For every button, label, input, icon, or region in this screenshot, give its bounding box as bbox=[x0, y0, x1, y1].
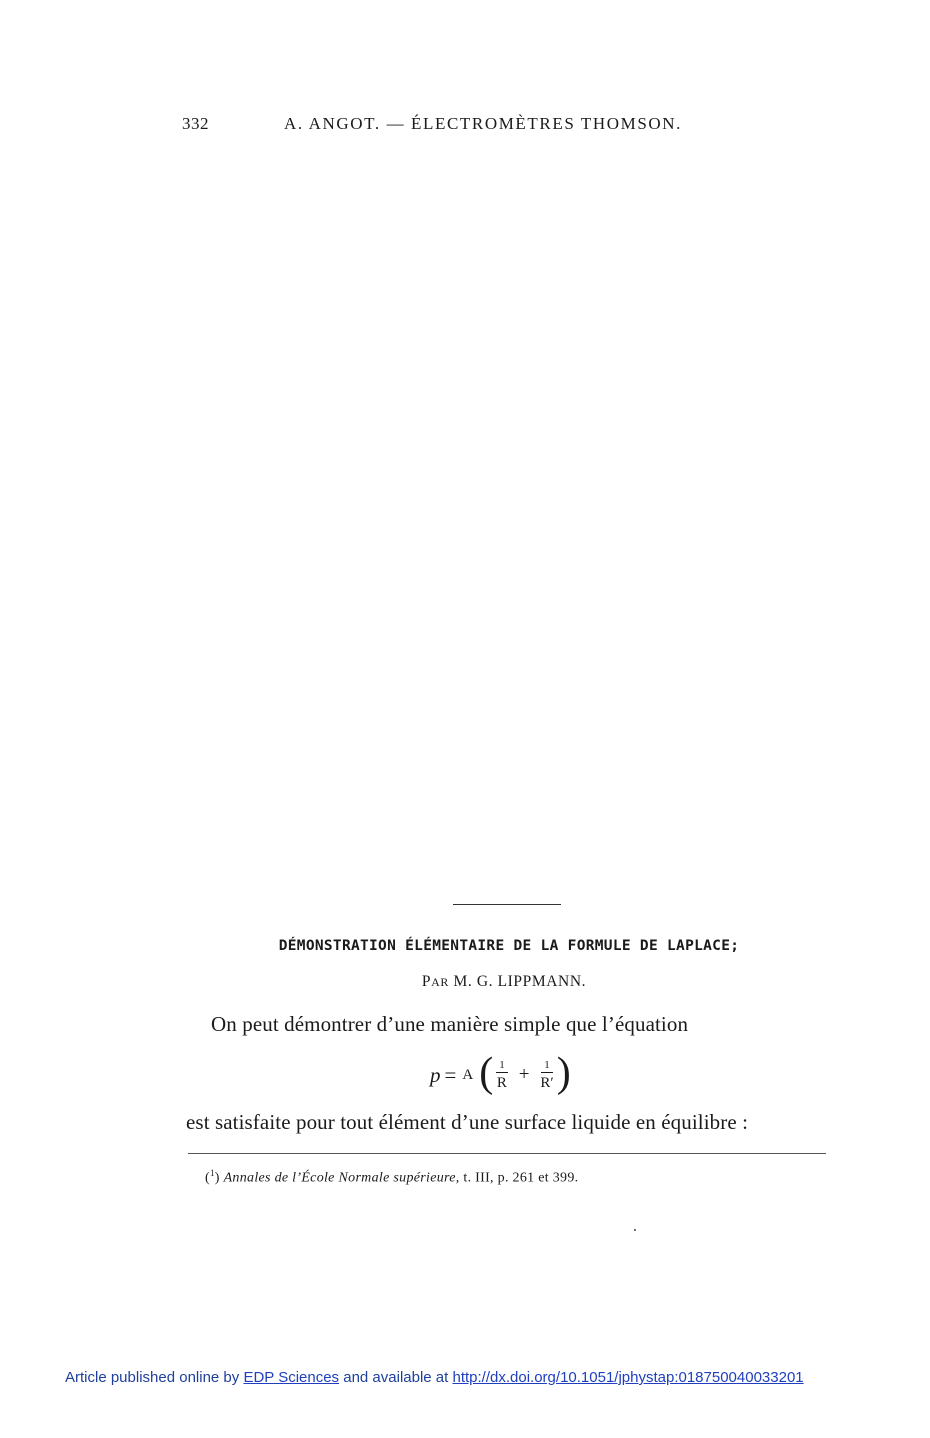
equation-equals: = bbox=[444, 1062, 457, 1087]
running-title: A. ANGOT. — ÉLECTROMÈTRES THOMSON. bbox=[284, 114, 683, 133]
fraction-1 bbox=[496, 1059, 508, 1092]
fraction-2-numerator: 1 bbox=[541, 1059, 553, 1073]
laplace-equation bbox=[430, 1050, 630, 1100]
author-name: M. G. LIPPMANN. bbox=[453, 973, 587, 990]
footnote-close: ) bbox=[214, 1170, 220, 1186]
footnote-divider bbox=[188, 1153, 826, 1154]
fraction-1-denominator: R bbox=[496, 1074, 507, 1091]
footnote-marker: 1 bbox=[209, 1168, 215, 1178]
publisher-notice bbox=[65, 1369, 804, 1386]
author-line bbox=[0, 973, 930, 991]
equation-coefficient: A bbox=[462, 1066, 474, 1083]
print-speck bbox=[634, 1229, 636, 1231]
edp-sciences-link[interactable]: EDP Sciences bbox=[243, 1369, 340, 1386]
footnote bbox=[205, 1168, 578, 1187]
intro-paragraph: On peut démontrer d’une manière simple que l’équation bbox=[211, 1012, 689, 1036]
author-prefix-rest: AR bbox=[431, 975, 450, 989]
fraction-2 bbox=[540, 1059, 553, 1092]
footnote-open: ( bbox=[205, 1170, 210, 1186]
fraction-2-denominator: R′ bbox=[540, 1074, 554, 1091]
footnote-journal: Annales de l’École Normale supérieure, bbox=[223, 1170, 460, 1186]
section-divider bbox=[453, 904, 561, 905]
notice-middle: and available at bbox=[343, 1369, 449, 1386]
author-prefix-first: P bbox=[421, 973, 432, 990]
page-number: 332 bbox=[182, 114, 209, 133]
doi-link[interactable]: http://dx.doi.org/10.1051/jphystap:018750040033201 bbox=[452, 1369, 804, 1386]
equation-plus: + bbox=[518, 1064, 530, 1085]
fraction-1-numerator: 1 bbox=[496, 1059, 508, 1073]
notice-prefix: Article published online by bbox=[65, 1369, 240, 1386]
equation-close-paren: ) bbox=[556, 1050, 571, 1096]
footnote-reference: t. III, p. 261 et 399. bbox=[463, 1170, 579, 1186]
equation-lhs: p bbox=[430, 1062, 441, 1087]
equation-open-paren: ( bbox=[479, 1050, 494, 1096]
article-title: DÉMONSTRATION ÉLÉMENTAIRE DE LA FORMULE DE LAPLACE; bbox=[278, 938, 740, 954]
body-text: est satisfaite pour tout élément d’une surface liquide en équilibre : bbox=[186, 1110, 749, 1134]
